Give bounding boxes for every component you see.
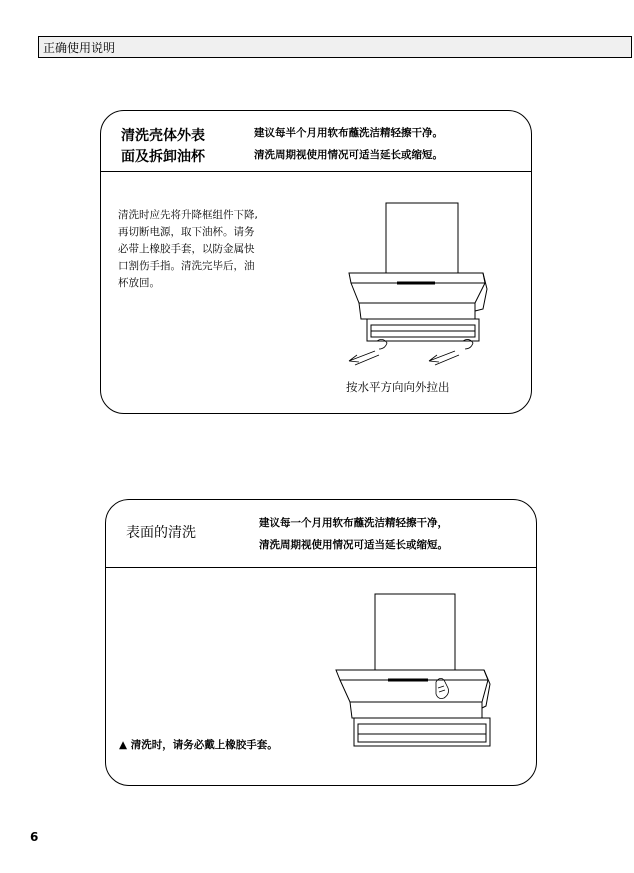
panel2-tip: 清洗周期视使用情况可适当延长或缩短。 [259,539,448,551]
panel2-divider [106,567,536,568]
hand-icon [436,678,449,698]
instruction-line: 清洗时应先将升降框组件下降, [118,209,258,221]
panel1-tips [254,122,443,166]
panel2-title: 表面的清洗 [126,525,196,541]
header-title: 正确使用说明 [43,41,116,55]
panel1-tip: 建议每半个月用软布蘸洗洁精轻擦干净。 [254,127,443,139]
instruction-line: 必带上橡胶手套，以防金属快 [118,243,255,255]
page-number: 6 [30,830,39,844]
instruction-line: 口割伤手指。清洗完毕后，油 [118,260,255,272]
panel1-tip: 清洗周期视使用情况可适当延长或缩短。 [254,149,443,161]
panel2-tip: 建议每一个月用软布蘸洗洁精轻擦干净， [259,517,448,529]
panel1-caption: 按水平方向向外拉出 [346,380,450,394]
instruction-line: 杯放回。 [118,277,160,289]
panel1-instructions [118,207,288,292]
panel1-title-line: 清洗壳体外表 [121,128,205,144]
range-hood-illustration [332,592,502,752]
header-bar [38,36,632,58]
panel2-tips [259,512,448,556]
instruction-line: 再切断电源，取下油杯。请务 [118,226,255,238]
panel1-title [121,126,205,168]
panel1-title-line: 面及拆卸油杯 [121,149,205,165]
pull-arrows [349,351,459,365]
panel-cleaning-shell [100,110,532,414]
range-hood-illustration [337,201,497,381]
panel2-warning: ▲ 清洗时，请务必戴上橡胶手套。 [119,739,278,751]
panel1-divider [101,171,531,172]
panel-surface-cleaning [105,499,537,786]
